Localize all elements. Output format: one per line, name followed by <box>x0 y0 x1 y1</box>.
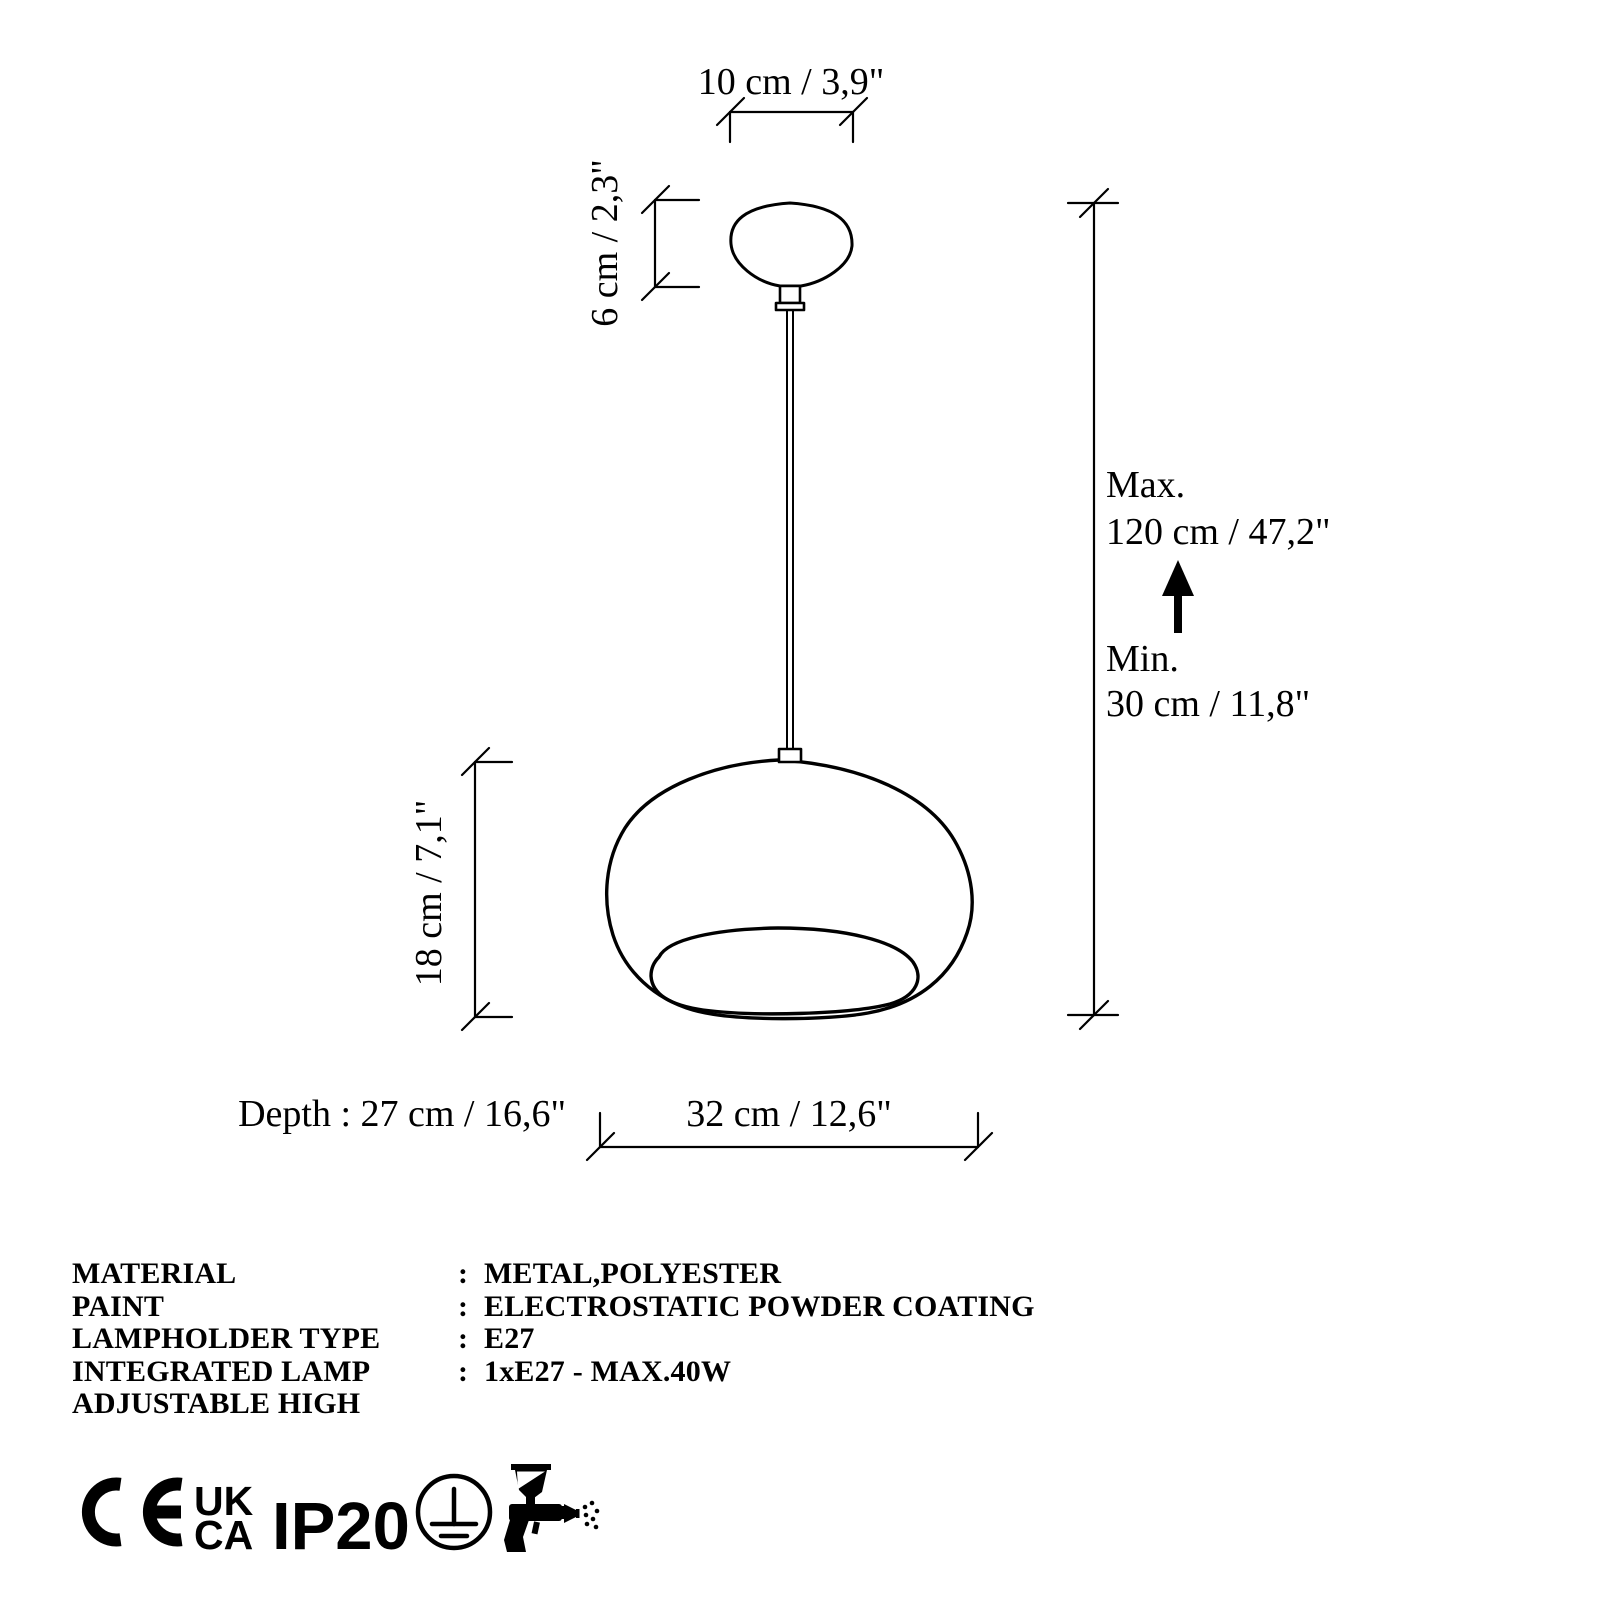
canopy-nipple <box>780 286 800 303</box>
spec-label: PAINT <box>72 1289 165 1323</box>
dim-canopy-width <box>717 98 867 142</box>
max-label: Max. <box>1106 464 1186 506</box>
ukca-line1: UK <box>194 1478 254 1524</box>
spec-label: ADJUSTABLE HIGH <box>72 1387 361 1420</box>
spec-separator <box>458 1388 484 1421</box>
canopy-flange <box>776 303 804 310</box>
spec-row-integrated-lamp <box>72 1356 1172 1389</box>
canopy-outline <box>731 203 852 286</box>
spec-row-material <box>72 1258 1172 1291</box>
spec-value: ELECTROSTATIC POWDER COATING <box>484 1289 1035 1323</box>
spec-separator: : <box>458 1257 469 1290</box>
shade-opening-rim <box>651 928 918 1014</box>
min-value: 30 cm / 11,8" <box>1106 683 1311 725</box>
ip-rating-label: IP20 <box>272 1489 410 1564</box>
shade-connector <box>779 749 801 762</box>
spec-value: METAL,POLYESTER <box>484 1257 782 1290</box>
spec-label: MATERIAL <box>72 1257 237 1290</box>
powder-coating-spray-icon <box>504 1464 599 1552</box>
dim-overall-height <box>1068 189 1118 1029</box>
spec-value <box>484 1388 1172 1421</box>
spec-separator: : <box>458 1289 469 1323</box>
spec-row-lampholder-type <box>72 1323 1172 1356</box>
ukca-line2: CA <box>194 1512 254 1558</box>
lamp-drawing <box>607 203 973 1019</box>
max-value: 120 cm / 47,2" <box>1106 511 1331 553</box>
ce-mark-icon <box>88 1484 181 1540</box>
dimension-lines <box>462 98 1118 1160</box>
dim-canopy-width-label: 10 cm / 3,9" <box>697 61 885 103</box>
spec-separator: : <box>458 1354 469 1388</box>
spec-value: 1xE27 - MAX.40W <box>484 1354 732 1388</box>
spec-table <box>72 1258 1172 1421</box>
spec-value: E27 <box>484 1322 535 1355</box>
min-label: Min. <box>1106 638 1179 680</box>
dim-canopy-height-label: 6 cm / 2,3" <box>584 159 626 327</box>
dim-canopy-height <box>642 186 699 300</box>
spec-row-adjustable-high <box>72 1388 1172 1421</box>
spec-row-paint <box>72 1291 1172 1324</box>
depth-label: Depth : 27 cm / 16,6" <box>238 1093 566 1135</box>
spec-label: INTEGRATED LAMP <box>72 1354 371 1388</box>
ukca-mark-icon <box>194 1478 254 1558</box>
dim-shade-height <box>462 748 512 1030</box>
height-adjust-arrow-icon <box>1162 560 1194 633</box>
dim-shade-height-label: 18 cm / 7,1" <box>408 799 450 987</box>
protective-earth-icon <box>418 1476 490 1548</box>
certification-row <box>88 1464 599 1564</box>
dim-shade-width-label: 32 cm / 12,6" <box>686 1093 892 1135</box>
spec-separator: : <box>458 1322 469 1355</box>
spec-label: LAMPHOLDER TYPE <box>72 1322 381 1355</box>
